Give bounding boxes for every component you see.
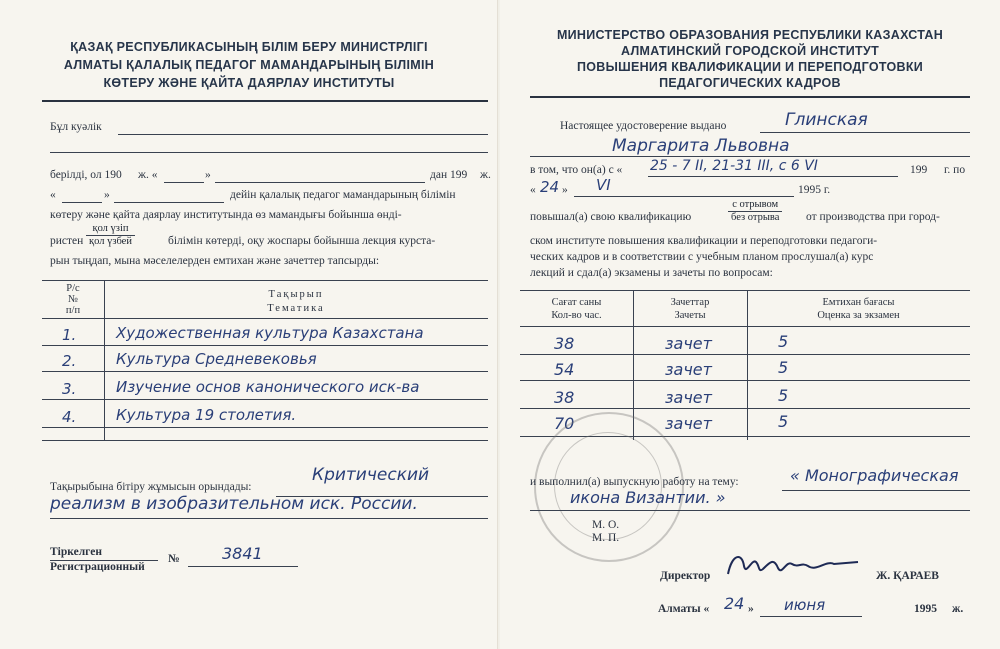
row-hours: 70 — [554, 414, 575, 433]
col-credit-ru: Зачеты — [674, 310, 706, 321]
col-credit-kz: Зачеттар — [670, 297, 710, 308]
row-credit: зачет — [665, 334, 712, 353]
blank-line — [114, 202, 224, 203]
blank-line — [760, 616, 862, 617]
col-grade-kz: Емтихан бағасы — [822, 297, 895, 308]
period-end-day: 24 — [540, 178, 560, 196]
reg-label-kz: Тіркелген — [50, 546, 102, 558]
director-label: Директор — [660, 570, 711, 582]
period-text-kz-e: ж. — [480, 169, 491, 181]
table-row-rule — [42, 345, 488, 346]
mo-label: М. О. — [592, 519, 620, 531]
row-grade: 5 — [778, 412, 789, 431]
table-row-rule — [42, 399, 488, 400]
col-hours-ru: Кол-во час. — [551, 310, 602, 321]
holder-name: Маргарита Львовна — [612, 136, 790, 156]
fraction-den-ru: без отрыва — [731, 212, 780, 223]
quote-close: » — [104, 189, 110, 201]
left-header-line-3: КӨТЕРУ ЖӘНЕ ҚАЙТА ДАЯРЛАУ ИНСТИТУТЫ — [103, 76, 395, 90]
blank-line — [50, 518, 488, 519]
period-text-ru-b: 199 — [910, 164, 928, 176]
period-text-ru-a: в том, что он(а) с « — [530, 164, 623, 176]
thesis-label-kz: Тақырыбына бітіру жұмысын орындады: — [50, 481, 252, 493]
results-row-rule — [520, 408, 970, 409]
table-head-no — [58, 283, 88, 316]
date-city-label: Алматы « — [658, 603, 710, 615]
left-header-line-2: АЛМАТЫ ҚАЛАЛЫҚ ПЕДАГОГ МАМАНДАРЫНЫҢ БІЛІМІН — [63, 58, 435, 72]
blank-line — [164, 182, 204, 183]
date-suffix: ж. — [952, 603, 964, 615]
col-grade-head — [747, 296, 970, 322]
blank-line — [530, 510, 970, 511]
reg-no-label: № — [168, 553, 180, 565]
period-text-kz-c: » — [205, 169, 211, 181]
period-text-ru-f: 1995 г. — [798, 184, 831, 196]
date-day: 24 — [724, 594, 745, 613]
body-text-ru-3: ском институте повышения квалификации и переподготовки педагоги- — [530, 235, 878, 247]
right-header-line-1: МИНИСТЕРСТВО ОБРАЗОВАНИЯ РЕСПУБЛИКИ КАЗАХСТАН — [556, 28, 944, 42]
row-credit: зачет — [665, 414, 712, 433]
name-blank-line-2 — [50, 152, 488, 153]
table-bottom-rule — [42, 440, 488, 441]
name-blank-line — [118, 134, 488, 135]
table-top-rule — [42, 280, 488, 281]
blank-line — [188, 566, 298, 567]
thesis-value-ru-1: « Монографическая — [790, 466, 959, 485]
blank-line — [530, 156, 970, 157]
col-grade-ru: Оценка за экзамен — [817, 310, 900, 321]
body-text-ru-4: ческих кадров и в соответствии с учебным планом прослушал(а) курс — [530, 251, 874, 263]
fraction-num-ru: с отрывом — [728, 199, 782, 212]
row-hours: 38 — [554, 334, 575, 353]
table-head-rule — [42, 318, 488, 319]
mp-label: М. П. — [592, 532, 620, 544]
reg-label-ru: Регистрационный — [50, 561, 145, 573]
period-dates: 25 - 7 II, 21-31 III, с 6 VI — [650, 158, 818, 174]
table-row-no: 2. — [62, 352, 77, 370]
table-row-topic: Изучение основ канонического иск-ва — [116, 378, 420, 396]
reg-no-value: 3841 — [222, 544, 263, 563]
row-hours: 38 — [554, 388, 575, 407]
table-row-no: 3. — [62, 380, 77, 398]
table-row-no: 4. — [62, 408, 77, 426]
director-signature-icon — [722, 548, 862, 582]
blank-line — [648, 176, 898, 177]
body-text-ru-2: от производства при город- — [806, 211, 940, 223]
thesis-value-kz-1: Критический — [312, 465, 430, 485]
table-row-topic: Художественная культура Казахстана — [116, 324, 424, 342]
results-table-top-rule — [520, 290, 970, 291]
issued-label-kz: Бұл куәлік — [50, 121, 102, 133]
mode-fraction-ru — [728, 199, 782, 224]
blank-line — [215, 182, 425, 183]
thesis-value-ru-2: икона Византии. » — [570, 488, 726, 507]
results-row-rule — [520, 380, 970, 381]
body-text-kz-5: рын тыңдап, мына мәселелерден емтихан және зачеттер тапсырды: — [50, 255, 380, 267]
right-header-line-3: ПОВЫШЕНИЯ КВАЛИФИКАЦИИ И ПЕРЕПОДГОТОВКИ — [576, 60, 924, 74]
period-text-kz-d: дан 199 — [430, 169, 468, 181]
right-header-line-4: ПЕДАГОГИЧЕСКИХ КАДРОВ — [659, 76, 841, 90]
period-end-month: VI — [596, 176, 611, 194]
right-header-rule — [530, 96, 970, 98]
holder-surname: Глинская — [785, 110, 868, 130]
table-row-topic: Культура Средневековья — [116, 350, 317, 368]
period-text-ru-d: « — [530, 184, 536, 196]
head-topic-kz: Тақырып — [268, 289, 324, 300]
col-hours-kz: Сағат саны — [551, 297, 602, 308]
date-year: 1995 — [914, 603, 937, 615]
director-name: Ж. ҚАРАЕВ — [876, 570, 939, 582]
body-text-ru-1: повышал(а) свою квалификацию — [530, 211, 692, 223]
table-row-rule — [42, 371, 488, 372]
col-credit-head — [633, 296, 747, 322]
left-header-rule — [42, 100, 488, 102]
thesis-value-kz-2: реализм в изобразительном иск. России. — [50, 494, 418, 514]
date-month: июня — [784, 596, 826, 614]
fraction-den-kz: қол үзбей — [89, 236, 132, 247]
body-text-ru-5: лекций и сдал(а) экзамены и зачеты по вопросам: — [530, 267, 773, 279]
head-topic-ru: Тематика — [267, 303, 325, 314]
head-no-1: Р/с — [66, 283, 80, 294]
row-grade: 5 — [778, 386, 789, 405]
date-quote-close: » — [748, 603, 754, 615]
table-row-rule — [42, 427, 488, 428]
period-text-ru-c: г. по — [944, 164, 966, 176]
thesis-label-ru: и выполнил(а) выпускную работу на тему: — [530, 476, 739, 488]
left-header-line-1: ҚАЗАҚ РЕСПУБЛИКАСЫНЫҢ БІЛІМ БЕРУ МИНИСТРЛІГІ — [70, 40, 428, 54]
row-hours: 54 — [554, 360, 575, 379]
mode-fraction-kz — [86, 223, 135, 248]
row-grade: 5 — [778, 332, 789, 351]
table-row-topic: Культура 19 столетия. — [116, 406, 297, 424]
quote-open: « — [50, 189, 56, 201]
row-grade: 5 — [778, 358, 789, 377]
results-row-rule — [520, 354, 970, 355]
blank-line — [62, 202, 102, 203]
body-text-kz-3: ристен — [50, 235, 84, 247]
right-page-ru — [500, 0, 1000, 649]
body-text-kz-4: білімін көтерді, оқу жоспары бойынша лекция курста- — [168, 235, 436, 247]
period-text-ru-e: » — [562, 184, 568, 196]
table-row-no: 1. — [62, 326, 77, 344]
row-credit: зачет — [665, 360, 712, 379]
left-page-kz — [0, 0, 498, 649]
period-text-kz: берілді, ол 190 — [50, 169, 122, 181]
fraction-num-kz: қол үзіп — [86, 223, 135, 236]
col-hours-head — [520, 296, 633, 322]
right-header-line-2: АЛМАТИНСКИЙ ГОРОДСКОЙ ИНСТИТУТ — [620, 44, 880, 58]
period-text-kz-b: ж. « — [138, 169, 158, 181]
table-head-topic — [104, 288, 488, 316]
head-no-3: п/п — [65, 305, 81, 316]
head-no-2: № — [67, 294, 79, 305]
results-head-rule — [520, 326, 970, 327]
blank-line — [782, 490, 970, 491]
body-text-kz-1: дейін қалалық педагог мамандарының білімін — [230, 189, 456, 201]
row-credit: зачет — [665, 388, 712, 407]
issued-label-ru: Настоящее удостоверение выдано — [560, 120, 727, 132]
body-text-kz-2: көтеру және қайта даярлау институтында өз мамандығы бойынша өнді- — [50, 209, 402, 221]
blank-line — [574, 196, 794, 197]
blank-line — [760, 132, 970, 133]
